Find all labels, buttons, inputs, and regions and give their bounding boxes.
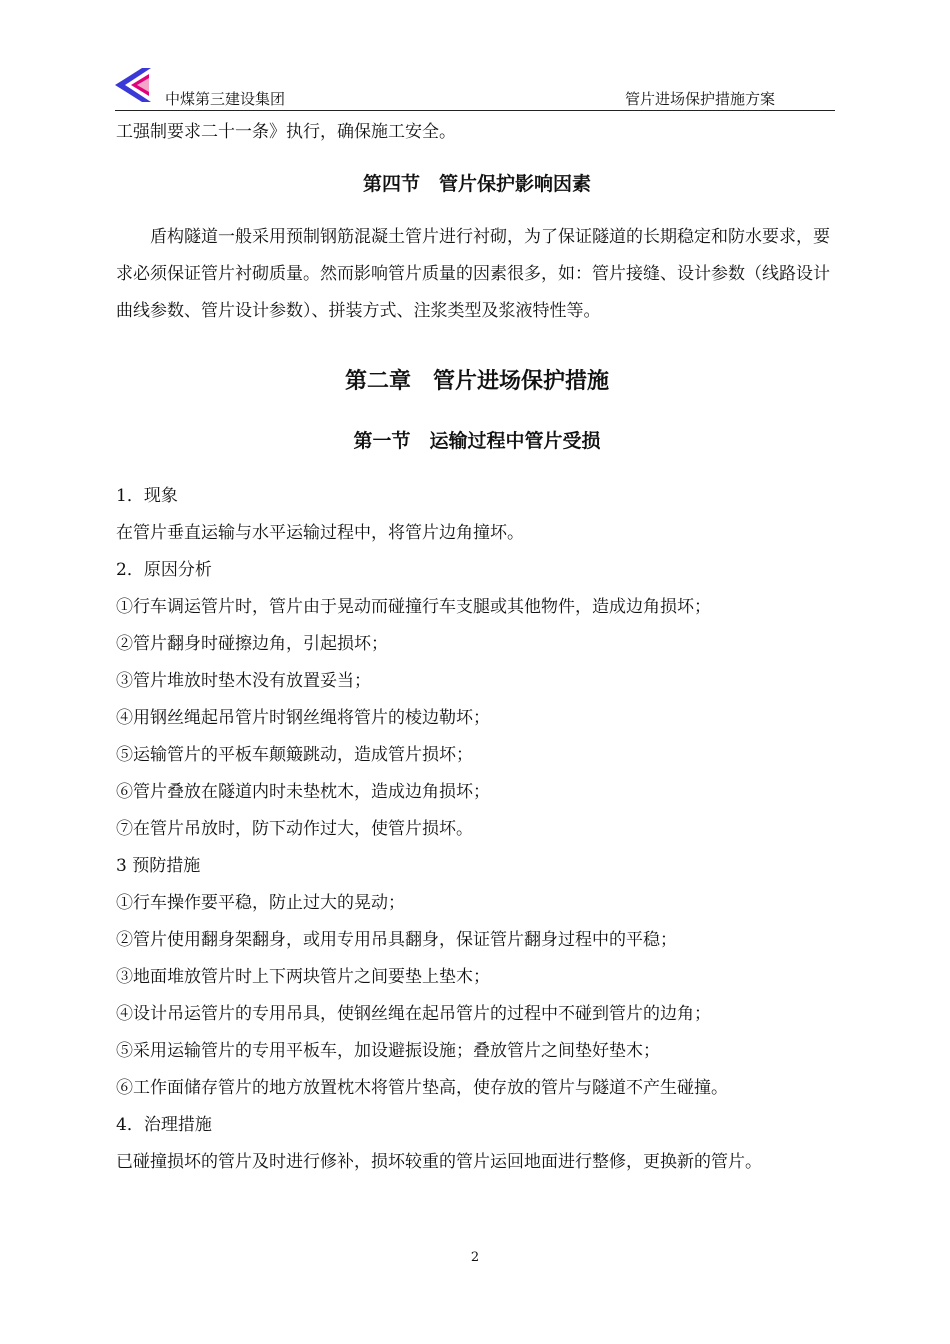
company-name: 中煤第三建设集团 bbox=[165, 90, 286, 108]
item-list bbox=[116, 478, 838, 1181]
page-number: 2 bbox=[470, 1250, 480, 1265]
list-item: ②管片使用翻身架翻身，或用专用吊具翻身，保证管片翻身过程中的平稳； bbox=[116, 930, 677, 950]
intro-tail-text: 工强制要求二十一条》执行，确保施工安全。 bbox=[116, 122, 456, 142]
section-4-heading: 第四节 管片保护影响因素 bbox=[362, 173, 591, 195]
list-item: 3 预防措施 bbox=[116, 856, 201, 876]
list-item: ③管片堆放时垫木没有放置妥当； bbox=[116, 671, 371, 691]
list-item: ②管片翻身时碰擦边角，引起损坏； bbox=[116, 634, 388, 654]
section-1-heading: 第一节 运输过程中管片受损 bbox=[353, 430, 601, 452]
list-item: ④设计吊运管片的专用吊具，使钢丝绳在起吊管片的过程中不碰到管片的边角； bbox=[116, 1004, 711, 1024]
list-item: ⑦在管片吊放时，防下动作过大，使管片损坏。 bbox=[116, 819, 473, 839]
section-4-paragraph: 盾构隧道一般采用预制钢筋混凝土管片进行衬砌，为了保证隧道的长期稳定和防水要求，要求必须保证管片衬砌质量。然而影响管片质量的因素很多，如：管片接缝、设计参数（线路设计曲线参数、管片设计参数）、拼装方式、注浆类型及浆液特性等。 bbox=[116, 227, 830, 321]
list-item: 2．原因分析 bbox=[116, 560, 212, 580]
chapter-2-heading: 第二章 管片进场保护措施 bbox=[344, 368, 609, 394]
list-item: ⑤采用运输管片的专用平板车，加设避振设施；叠放管片之间垫好垫木； bbox=[116, 1041, 660, 1061]
document-title: 管片进场保护措施方案 bbox=[624, 90, 775, 108]
list-item: 在管片垂直运输与水平运输过程中，将管片边角撞坏。 bbox=[116, 523, 524, 543]
list-item: 4．治理措施 bbox=[116, 1115, 212, 1135]
list-item: 1．现象 bbox=[116, 486, 178, 506]
list-item: ①行车操作要平稳，防止过大的晃动； bbox=[116, 893, 405, 913]
company-logo-icon bbox=[115, 66, 153, 104]
page-content bbox=[116, 117, 838, 1181]
list-item: ③地面堆放管片时上下两块管片之间要垫上垫木； bbox=[116, 967, 490, 987]
list-item: ①行车调运管片时，管片由于晃动而碰撞行车支腿或其他物件，造成边角损坏； bbox=[116, 597, 711, 617]
page-header bbox=[115, 66, 835, 111]
list-item: ⑥工作面储存管片的地方放置枕木将管片垫高，使存放的管片与隧道不产生碰撞。 bbox=[116, 1078, 728, 1098]
list-item: 已碰撞损坏的管片及时进行修补，损坏较重的管片运回地面进行整修，更换新的管片。 bbox=[116, 1152, 762, 1172]
list-item: ⑥管片叠放在隧道内时未垫枕木，造成边角损坏； bbox=[116, 782, 490, 802]
list-item: ⑤运输管片的平板车颠簸跳动，造成管片损坏； bbox=[116, 745, 473, 765]
list-item: ④用钢丝绳起吊管片时钢丝绳将管片的棱边勒坏； bbox=[116, 708, 490, 728]
